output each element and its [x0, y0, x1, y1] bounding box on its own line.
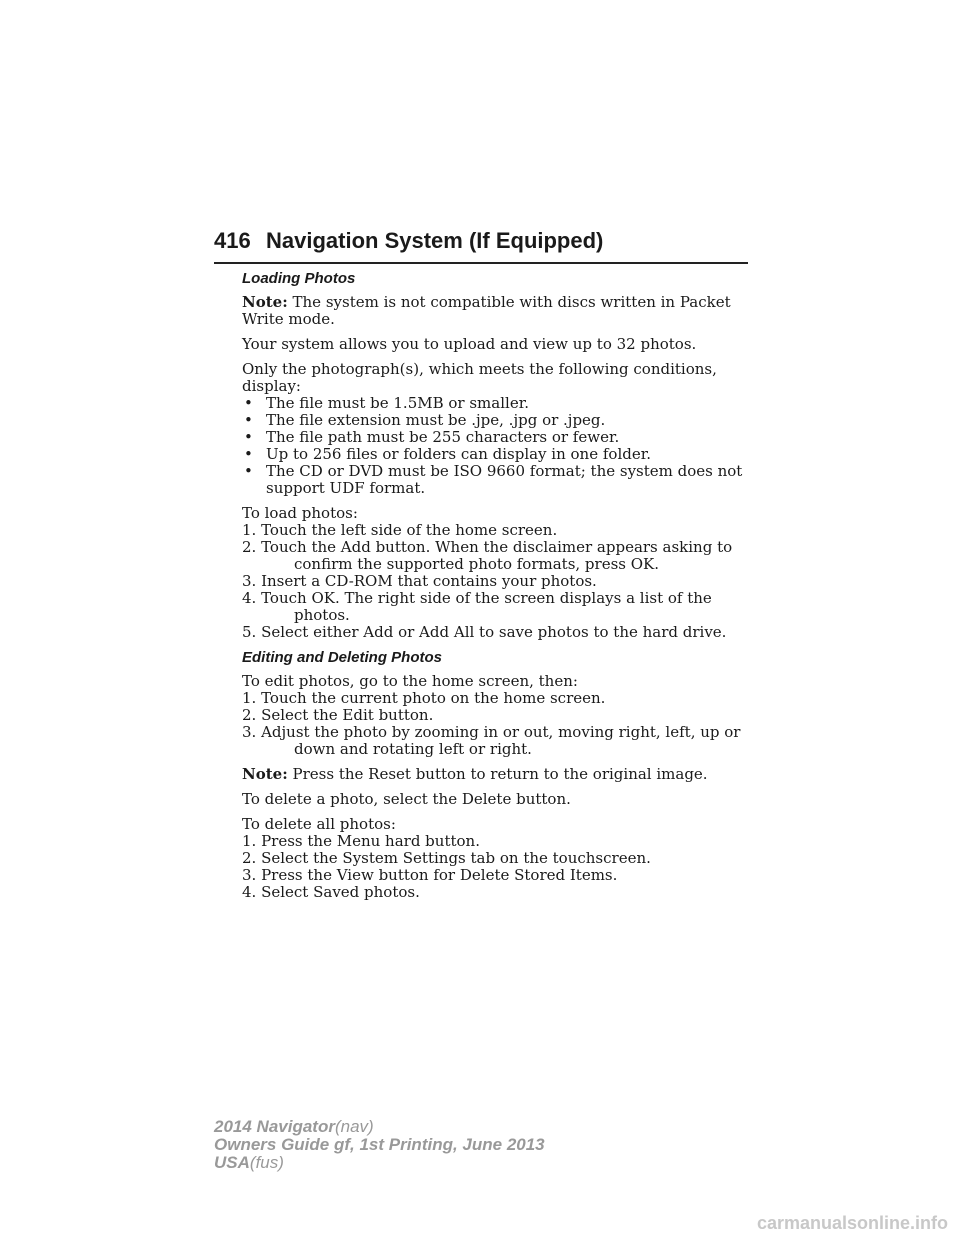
list-item: 2. Select the System Settings tab on the touchscreen. — [242, 849, 651, 867]
section-title: Navigation System (If Equipped) — [266, 228, 604, 253]
delete-all-steps-list — [242, 833, 752, 901]
footer-line-3 — [214, 1154, 545, 1172]
list-item: 5. Select either Add or Add All to save photos to the hard drive. — [242, 623, 727, 641]
list-item: • The file extension must be .jpe, .jpg or .jpeg. — [242, 412, 752, 429]
note-text: Press the Reset button to return to the original image. — [292, 765, 708, 783]
delete-all-block — [242, 816, 752, 901]
footer-region: USA — [214, 1153, 250, 1172]
list-item: 3. Adjust the photo by zooming in or out, moving right, left, up or down and rotating left or right. — [242, 723, 741, 758]
footer-model-code: (nav) — [334, 1117, 374, 1136]
list-item: 1. Press the Menu hard button. — [242, 832, 480, 850]
footer-region-code: (fus) — [249, 1153, 284, 1172]
list-item: 1. Touch the left side of the home screen. — [242, 521, 558, 539]
list-item: 4. Touch OK. The right side of the screen displays a list of the photos. — [242, 589, 712, 624]
conditions-block — [242, 361, 752, 497]
editing-photos-heading: Editing and Deleting Photos — [242, 649, 442, 666]
list-item: • The CD or DVD must be ISO 9660 format; the system does not support UDF format. — [242, 463, 752, 497]
delete-all-intro: To delete all photos: — [242, 815, 396, 833]
page-number: 416 — [214, 228, 251, 253]
load-steps-block — [242, 505, 752, 641]
list-item: • The file path must be 255 characters or fewer. — [242, 429, 752, 446]
load-steps-list — [242, 522, 752, 641]
edit-steps-list — [242, 690, 752, 758]
edit-steps-block — [242, 673, 752, 758]
reset-note — [242, 766, 752, 783]
list-item: 4. Select Saved photos. — [242, 883, 420, 901]
conditions-intro: Only the photograph(s), which meets the following conditions, display: — [242, 360, 717, 395]
list-item: 1. Touch the current photo on the home screen. — [242, 689, 606, 707]
footer-line-2: Owners Guide gf, 1st Printing, June 2013 — [214, 1135, 545, 1154]
upload-limit-paragraph: Your system allows you to upload and view up to 32 photos. — [242, 335, 697, 353]
note-label: Note: — [242, 293, 288, 311]
page-header — [214, 228, 748, 264]
note-label: Note: — [242, 765, 288, 783]
footer-model: 2014 Navigator — [214, 1117, 335, 1136]
note-text: The system is not compatible with discs written in Packet Write mode. — [242, 293, 731, 328]
list-item: • The file must be 1.5MB or smaller. — [242, 395, 752, 412]
list-item: 2. Touch the Add button. When the disclaimer appears asking to confirm the supported photo formats, press OK. — [242, 538, 733, 573]
page-content — [242, 270, 752, 909]
list-item: 2. Select the Edit button. — [242, 706, 434, 724]
delete-one-paragraph: To delete a photo, select the Delete button. — [242, 790, 571, 808]
footer-line-1 — [214, 1118, 545, 1136]
list-item: 3. Insert a CD-ROM that contains your photos. — [242, 572, 597, 590]
list-item: • Up to 256 files or folders can display in one folder. — [242, 446, 752, 463]
load-steps-intro: To load photos: — [242, 504, 358, 522]
list-item: 3. Press the View button for Delete Stored Items. — [242, 866, 618, 884]
edit-steps-intro: To edit photos, go to the home screen, then: — [242, 672, 578, 690]
conditions-list — [242, 395, 752, 497]
watermark: carmanualsonline.info — [756, 1213, 948, 1233]
loading-photos-heading: Loading Photos — [242, 270, 356, 287]
loading-note — [242, 294, 752, 328]
print-footer — [214, 1118, 545, 1172]
